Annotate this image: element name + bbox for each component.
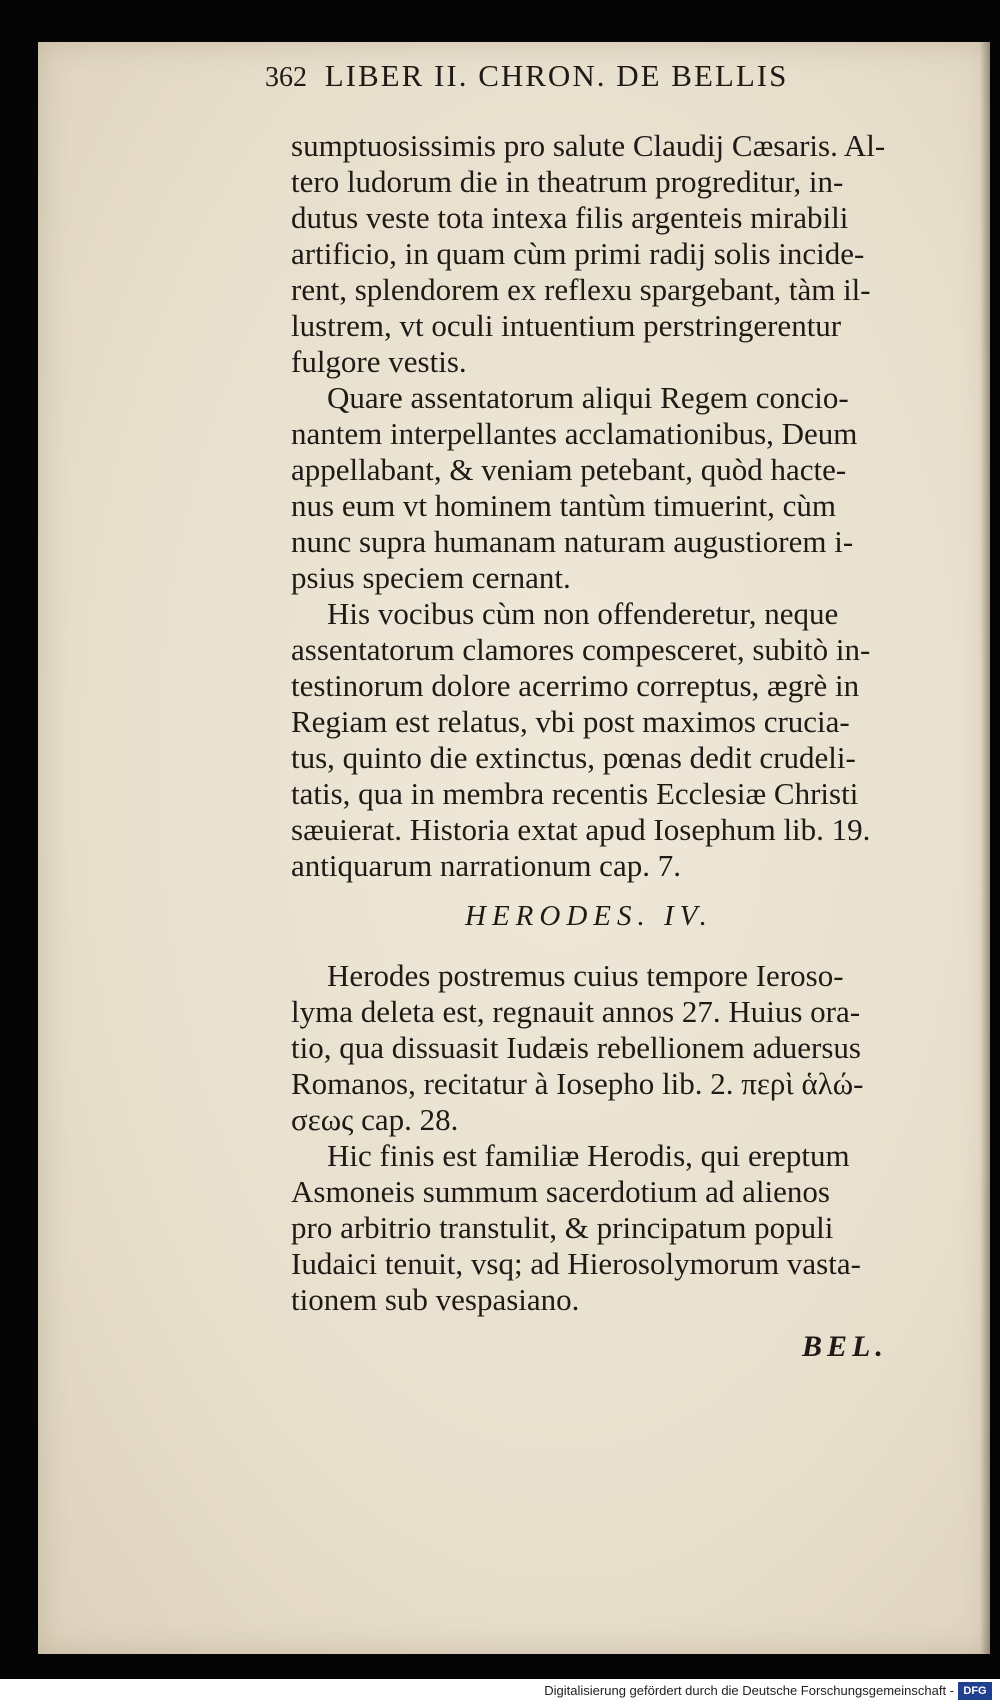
- text-line: assentatorum clamores compesceret, subitò in-: [291, 632, 871, 667]
- text-line: Romanos, recitatur à Iosepho lib. 2. περὶ ἁλώ-: [291, 1066, 864, 1101]
- text-line: rent, splendorem ex reflexu spargebant, tàm il-: [291, 272, 871, 307]
- text-line: tus, quinto die extinctus, pœnas dedit crudeli-: [291, 740, 856, 775]
- text-line: nus eum vt hominem tantùm timuerint, cùm: [291, 488, 837, 523]
- text-line: tio, qua dissuasit Iudæis rebellionem aduersus: [291, 1030, 861, 1065]
- text-line: antiquarum narrationum cap. 7.: [291, 848, 681, 883]
- text-line: appellabant, & veniam petebant, quòd hacte-: [291, 452, 847, 487]
- text-line: sæuierat. Historia extat apud Iosephum lib. 19.: [291, 812, 871, 847]
- text-line: Hic finis est familiæ Herodis, qui ereptum: [327, 1138, 850, 1173]
- text-line: dutus veste tota intexa filis argenteis mirabili: [291, 200, 849, 235]
- page-number: 362: [265, 62, 307, 93]
- text-line: tionem sub vespasiano.: [291, 1282, 580, 1317]
- text-line: lyma deleta est, regnauit annos 27. Huius ora-: [291, 994, 861, 1029]
- text-line: σεως cap. 28.: [291, 1102, 459, 1137]
- running-header: [265, 58, 788, 94]
- text-line: Asmoneis summum sacerdotium ad alienos: [291, 1174, 830, 1209]
- text-line: fulgore vestis.: [291, 344, 467, 379]
- text-line: pro arbitrio transtulit, & principatum populi: [291, 1210, 834, 1245]
- text-line: Quare assentatorum aliqui Regem concio-: [327, 380, 849, 415]
- text-line: Regiam est relatus, vbi post maximos crucia-: [291, 704, 850, 739]
- text-line: lustrem, vt oculi intuentium perstringerentur: [291, 308, 842, 343]
- dfg-logo-icon: DFG: [958, 1682, 992, 1700]
- text-line: sumptuosissimis pro salute Claudij Cæsaris. Al-: [291, 128, 886, 163]
- section-heading: HERODES. IV.: [465, 900, 713, 932]
- text-line: tatis, qua in membra recentis Ecclesiæ Christi: [291, 776, 859, 811]
- running-title: LIBER II. CHRON. DE BELLIS: [324, 58, 789, 93]
- catchword: BEL.: [802, 1330, 888, 1363]
- text-line: nunc supra humanam naturam augustiorem i-: [291, 524, 854, 559]
- text-line: His vocibus cùm non offenderetur, neque: [327, 596, 839, 631]
- footer-bar: [0, 1679, 1000, 1703]
- funding-credit: Digitalisierung gefördert durch die Deutsche Forschungsgemeinschaft -: [544, 1683, 954, 1698]
- text-line: psius speciem cernant.: [291, 560, 571, 595]
- page-edge-shadow: [980, 42, 990, 1654]
- text-line: Herodes postremus cuius tempore Ieroso-: [327, 958, 844, 993]
- text-line: tero ludorum die in theatrum progreditur, in-: [291, 164, 844, 199]
- text-line: testinorum dolore acerrimo correptus, ægrè in: [291, 668, 860, 703]
- text-line: nantem interpellantes acclamationibus, Deum: [291, 416, 858, 451]
- text-line: Iudaici tenuit, vsq; ad Hierosolymorum vasta-: [291, 1246, 861, 1281]
- text-line: artificio, in quam cùm primi radij solis incide-: [291, 236, 865, 271]
